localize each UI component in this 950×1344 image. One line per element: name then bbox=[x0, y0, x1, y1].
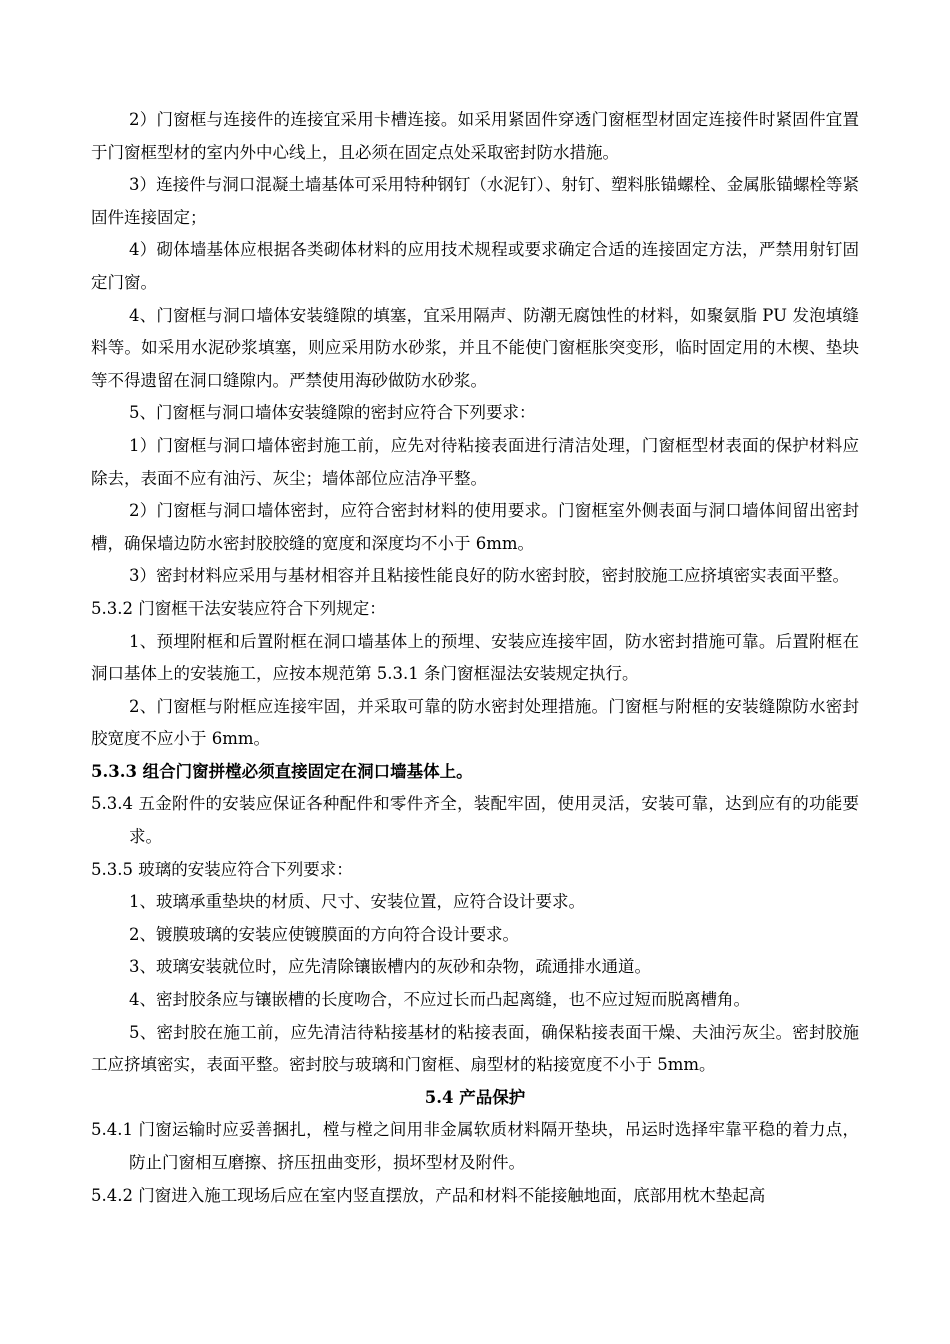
clause-bold: 5.3.3 组合门窗拼樘必须直接固定在洞口墙基体上。 bbox=[91, 761, 473, 781]
paragraph: 5、门窗框与洞口墙体安装缝隙的密封应符合下列要求： bbox=[129, 403, 536, 423]
paragraph: 4、门窗框与洞口墙体安装缝隙的填塞，宜采用隔声、防潮无腐蚀性的材料，如聚氨脂 PU 发泡填缝料等。如采用水泥砂浆填塞，则应采用防水砂浆，并且不能使门窗框胀突变形，临时固定用的木楔、垫块等不得遗留在洞口缝隙内。严禁使用海砂做防水砂浆。 bbox=[91, 305, 859, 390]
paragraph: 2）门窗框与洞口墙体密封，应符合密封材料的使用要求。门窗框室外侧表面与洞口墙体间留出密封槽，确保墙边防水密封胶胶缝的宽度和深度均不小于 6mm。 bbox=[91, 501, 859, 553]
clause: 5.4.1 门窗运输时应妥善捆扎，樘与樘之间用非金属软质材料隔开垫块，吊运时选择牢靠平稳的着力点，防止门窗相互磨擦、挤压扭曲变形，损坏型材及附件。 bbox=[91, 1120, 859, 1172]
paragraph: 3、玻璃安装就位时，应先清除镶嵌槽内的灰砂和杂物，疏通排水通道。 bbox=[129, 957, 651, 977]
paragraph: 2）门窗框与连接件的连接宜采用卡槽连接。如采用紧固件穿透门窗框型材固定连接件时紧固件宜置于门窗框型材的室内外中心线上，且必须在固定点处采取密封防水措施。 bbox=[91, 110, 859, 162]
paragraph: 3）连接件与洞口混凝土墙基体可采用特种钢钉（水泥钉）、射钉、塑料胀锚螺栓、金属胀锚螺栓等紧固件连接固定； bbox=[91, 175, 859, 227]
paragraph: 1、玻璃承重垫块的材质、尺寸、安装位置，应符合设计要求。 bbox=[129, 892, 585, 912]
paragraph: 4、密封胶条应与镶嵌槽的长度吻合，不应过长而凸起离缝，也不应过短而脱离槽角。 bbox=[129, 990, 750, 1010]
paragraph: 3）密封材料应采用与基材相容并且粘接性能良好的防水密封胶，密封胶施工应挤填密实表面平整。 bbox=[129, 566, 849, 586]
paragraph: 2、门窗框与附框应连接牢固，并采取可靠的防水密封处理措施。门窗框与附框的安装缝隙防水密封胶宽度不应小于 6mm。 bbox=[91, 696, 859, 749]
clause: 5.3.4 五金附件的安装应保证各种配件和零件齐全，装配牢固，使用灵活，安装可靠，达到应有的功能要求。 bbox=[91, 794, 859, 847]
paragraph: 2、镀膜玻璃的安装应使镀膜面的方向符合设计要求。 bbox=[129, 924, 519, 944]
document-body bbox=[91, 104, 859, 1212]
clause: 5.4.2 门窗进入施工现场后应在室内竖直摆放，产品和材料不能接触地面，底部用枕木垫起高 bbox=[91, 1185, 766, 1205]
paragraph: 5、密封胶在施工前，应先清洁待粘接基材的粘接表面，确保粘接表面干燥、夫油污灰尘。密封胶施工应挤填密实，表面平整。密封胶与玻璃和门窗框、扇型材的粘接宽度不小于 5mm。 bbox=[91, 1022, 859, 1075]
clause-heading: 5.3.2 门窗框干法安装应符合下列规定： bbox=[91, 598, 386, 618]
paragraph: 4）砌体墙基体应根据各类砌体材料的应用技术规程或要求确定合适的连接固定方法，严禁用射钉固定门窗。 bbox=[91, 240, 859, 292]
paragraph: 1、预埋附框和后置附框在洞口墙基体上的预埋、安装应连接牢固，防水密封措施可靠。后置附框在洞口基体上的安装施工，应按本规范第 5.3.1 条门窗框湿法安装规定执行。 bbox=[91, 631, 859, 684]
clause-heading: 5.3.5 玻璃的安装应符合下列要求： bbox=[91, 859, 353, 879]
section-title: 5.4 产品保护 bbox=[424, 1087, 526, 1107]
paragraph: 1）门窗框与洞口墙体密封施工前，应先对待粘接表面进行清洁处理，门窗框型材表面的保护材料应除去，表面不应有油污、灰尘；墙体部位应洁净平整。 bbox=[91, 435, 859, 488]
